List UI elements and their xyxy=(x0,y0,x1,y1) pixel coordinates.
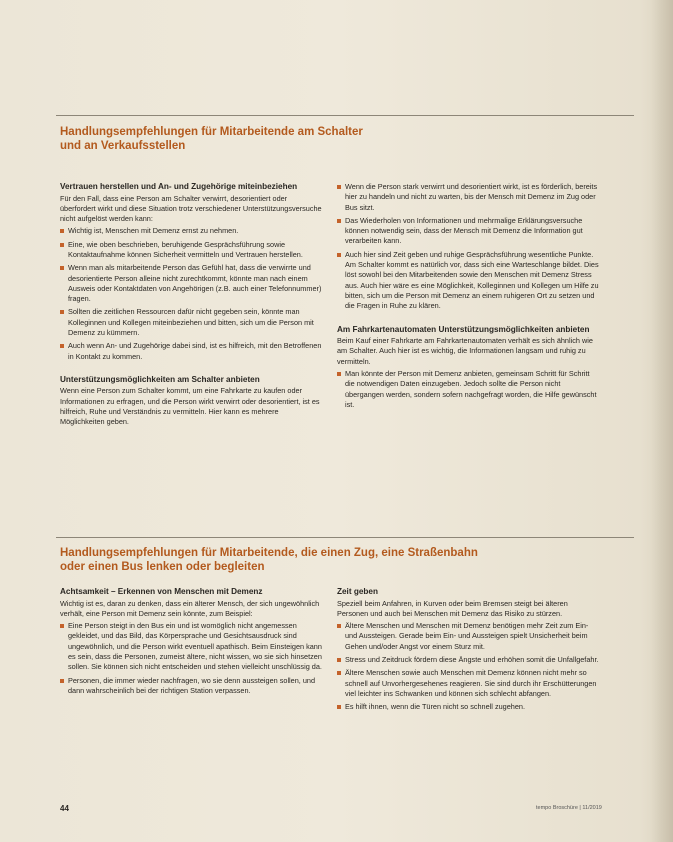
section-rule xyxy=(56,115,634,116)
bullet-list xyxy=(337,369,599,410)
list-item: Wichtig ist, Menschen mit Demenz ernst zu nehmen. xyxy=(60,226,322,236)
section-title-line1: Handlungsempfehlungen für Mitarbeitende, die einen Zug, eine Straßenbahn xyxy=(60,547,478,559)
bullet-marker xyxy=(337,624,341,628)
bullet-marker xyxy=(337,671,341,675)
list-item: Das Wiederholen von Informationen und mehrmalige Erklärungsversuche können notwendig sein, dass der Mensch mit Demenz die Information gut verarbeiten kann. xyxy=(337,216,599,247)
publication-footer: tempo Broschüre | 11/2019 xyxy=(536,805,602,811)
paragraph: Wenn eine Person zum Schalter kommt, um eine Fahrkarte zu kaufen oder Informationen zu erfragen, und die Person wirkt verwirrt oder desorientiert, ist es hilfreich, Ruhe und Verständnis zu vermitteln. Hier kann es mehrere Möglichkeiten geben. xyxy=(60,386,320,427)
bullet-list xyxy=(337,182,599,312)
bullet-marker xyxy=(60,679,64,683)
list-item: Personen, die immer wieder nachfragen, wo sie denn aussteigen sollen, und dann wahrscheinlich bei der richtigen Station verpassen. xyxy=(60,676,322,697)
bullet-list xyxy=(60,621,322,696)
bullet-marker xyxy=(60,243,64,247)
list-item: Wenn die Person stark verwirrt und desorientiert wirkt, ist es förderlich, bereits hier zu handeln und nicht zu warten, bis der Mensch mit Demenz im Zug oder Bus sitzt. xyxy=(337,182,599,213)
list-item: Wenn man als mitarbeitende Person das Gefühl hat, dass die verwirrte und desorientierte Person alleine nicht zurechtkommt, könnte man nach einem Ausweis oder Kontaktdaten von Angehörigen (z.B. auch einer Telefonnummer) fragen. xyxy=(60,263,322,304)
list-item: Ältere Menschen und Menschen mit Demenz benötigen mehr Zeit zum Ein- und Aussteigen. Gerade beim Ein- und Aussteigen spielt Unsicherheit beim Gehen und/oder Angst vor einem Sturz mit. xyxy=(337,621,599,652)
paragraph: Für den Fall, dass eine Person am Schalter verwirrt, desorientiert oder überfordert wirkt und diese Situation trotz verschiedener Unterstützungsversuche nicht aufgelöst werden kann: xyxy=(60,193,322,224)
section-title-line2: und an Verkaufsstellen xyxy=(60,140,186,152)
page-number: 44 xyxy=(60,804,69,813)
paragraph: Beim Kauf einer Fahrkarte am Fahrkartenautomaten verhält es sich ähnlich wie am Schalter. Auch hier ist es wichtig, die Informationen langsam und ruhig zu vermitteln. xyxy=(337,336,593,366)
section1-left-column xyxy=(60,182,322,430)
bullet-marker xyxy=(337,658,341,662)
list-item: Ältere Menschen sowie auch Menschen mit Demenz können nicht mehr so schnell auf Unvorhergesehenes reagieren. Sie sind durch ihr Erschütterungen viel leichter ins Schwanken und können sich schlecht abfangen. xyxy=(337,668,599,699)
list-item: Auch hier sind Zeit geben und ruhige Gesprächsführung wesentliche Punkte. Am Schalter kommt es natürlich vor, dass sich eine Warteschlange bildet. Dies löst sowohl bei den Mitarbeitenden sowie den Menschen mit Demenz Stress aus. Auch hier wäre es eine Möglichkeit, Kolleginnen und Kollegen um Hilfe zu bitten, sich um die Person mit Demenz an einem ruhigeren Ort zu setzen und die Fragen in Ruhe zu klären. xyxy=(337,250,599,312)
section-title-line1: Handlungsempfehlungen für Mitarbeitende am Schalter xyxy=(60,126,363,138)
subheading: Unterstützungsmöglichkeiten am Schalter anbieten xyxy=(60,374,260,384)
subheading: Achtsamkeit – Erkennen von Menschen mit Demenz xyxy=(60,587,263,596)
list-item: Eine Person steigt in den Bus ein und ist womöglich nicht angemessen gekleidet, und das Bild, das Körpersprache und Gesichtsausdruck sind ungewöhnlich, und die Person wirkt eventuell apathisch. Beim Einsteigen kann es sein, dass die Personen, zumeist ältere, nicht wissen, wo sie sich hinsetzen sollen. Sie können sich nicht entscheiden und stehen vielleicht unschlüssig da. xyxy=(60,621,322,672)
section-title xyxy=(60,546,620,574)
bullet-marker xyxy=(337,372,341,376)
bullet-list xyxy=(337,621,599,712)
bullet-marker xyxy=(60,266,64,270)
subheading: Am Fahrkartenautomaten Unterstützungsmöglichkeiten anbieten xyxy=(337,324,590,334)
list-item: Eine, wie oben beschrieben, beruhigende Gesprächsführung sowie Kontaktaufnahme können Sicherheit vermitteln und Vertrauen herstellen. xyxy=(60,240,322,261)
bullet-marker xyxy=(60,310,64,314)
paragraph: Wichtig ist es, daran zu denken, dass ein älterer Mensch, der sich ungewöhnlich verhält, eine Person mit Demenz sein könnte, zum Beispiel: xyxy=(60,598,320,618)
subheading: Vertrauen herstellen und An- und Zugehörige miteinbeziehen xyxy=(60,182,298,191)
subheading: Zeit geben xyxy=(337,587,378,596)
bullet-marker xyxy=(337,705,341,709)
section2-right-column xyxy=(337,587,599,717)
section1-right-column xyxy=(337,182,599,415)
section2-left-column xyxy=(60,587,322,701)
list-item: Man könnte der Person mit Demenz anbieten, gemeinsam Schritt für Schritt die notwendigen Daten einzugeben. Jedoch sollte die Person nicht übergangen werden, sondern sofern nachgefragt worden, die Hilfe gewünscht ist. xyxy=(337,369,599,410)
bullet-marker xyxy=(337,185,341,189)
section-title xyxy=(60,125,620,153)
bullet-marker xyxy=(60,624,64,628)
section-title-line2: oder einen Bus lenken oder begleiten xyxy=(60,561,265,573)
bullet-list xyxy=(60,226,322,362)
paragraph: Speziell beim Anfahren, in Kurven oder beim Bremsen steigt bei älteren Personen und auch bei Menschen mit Demenz das Risiko zu stürzen. xyxy=(337,598,568,618)
bullet-marker xyxy=(337,253,341,257)
list-item: Sollten die zeitlichen Ressourcen dafür nicht gegeben sein, könnte man Kolleginnen und Kollegen miteinbeziehen und bitten, sich um die Person mit Demenz zu kümmern. xyxy=(60,307,322,338)
bullet-marker xyxy=(60,344,64,348)
list-item: Stress und Zeitdruck fördern diese Ängste und erhöhen somit die Unfallgefahr. xyxy=(337,655,599,665)
list-item: Es hilft ihnen, wenn die Türen nicht so schnell zugehen. xyxy=(337,702,599,712)
section-rule xyxy=(56,537,634,538)
page-spine-shadow xyxy=(651,0,673,842)
list-item: Auch wenn An- und Zugehörige dabei sind, ist es hilfreich, mit den Betroffenen in Kontakt zu kommen. xyxy=(60,341,322,362)
bullet-marker xyxy=(337,219,341,223)
bullet-marker xyxy=(60,229,64,233)
